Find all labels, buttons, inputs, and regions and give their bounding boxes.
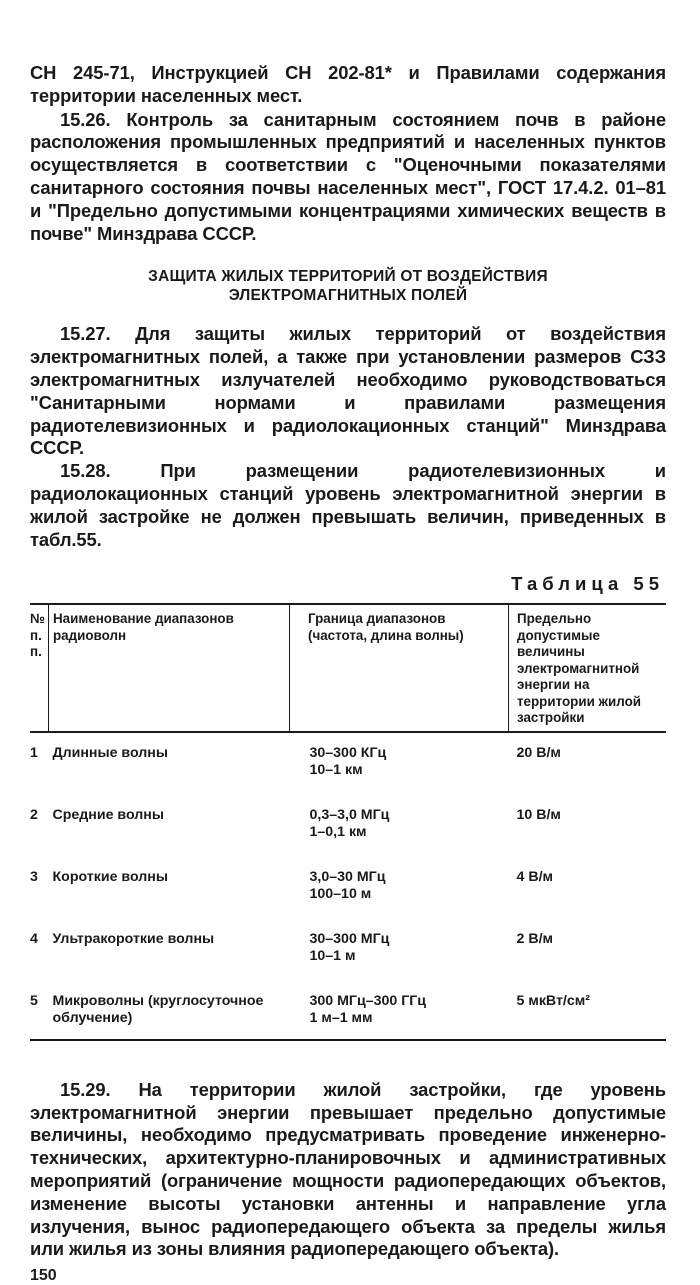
table-row (30, 918, 666, 980)
table-row (30, 732, 666, 794)
clause-text: При размещении радиотелевизионных и радиолокационных станций уровень электромагнитной энергии в жилой застройке не должен превышать величин, приведенных в табл.55. (30, 460, 666, 550)
row-limit: 5 мкВт/см² (509, 980, 667, 1040)
table-caption: Таблица 55 (511, 573, 664, 595)
row-range (290, 918, 509, 980)
header-limit: Предельно допустимые величины электромагнитной энергии на территории жилой застройки (509, 604, 667, 732)
row-limit: 10 В/м (516, 806, 561, 823)
row-limit: 20 В/м (516, 744, 561, 761)
table-row (30, 856, 666, 918)
row-name: Короткие волны (52, 868, 168, 885)
clause-number: 15.27. (60, 323, 111, 345)
row-wavelength: 10–1 км (309, 761, 363, 778)
header-range: Граница диапазонов (частота, длина волны) (290, 604, 509, 732)
row-frequency: 30–300 КГц (309, 744, 387, 761)
clause-text: Контроль за санитарным состоянием почв в районе расположения промышленных предприятий и населенных пунктов осуществляется в соответствии с "Оценочными показателями санитарного состояния почвы населенных мест", ГОСТ 17.4.2. 01–81 и "Предельно допустимыми концентрациями химических веществ в почве" Минздрава СССР. (30, 108, 666, 244)
clause-number: 15.26. (60, 108, 111, 130)
row-range (290, 980, 509, 1040)
row-range (290, 856, 509, 918)
row-range (290, 794, 509, 856)
document-page (30, 62, 666, 1285)
paragraph-15-28 (30, 460, 666, 551)
paragraph-continuation: СН 245-71, Инструкцией СН 202-81* и Правилами содержания территории населенных мест. (30, 62, 666, 106)
row-num: 5 (30, 980, 49, 1040)
heading-line-2: ЭЛЕКТРОМАГНИТНЫХ ПОЛЕЙ (228, 287, 468, 305)
limits-table (30, 603, 666, 1041)
row-wavelength: 10–1 м (309, 947, 356, 964)
row-limit: 4 В/м (516, 868, 554, 885)
row-wavelength: 1–0,1 км (309, 823, 367, 840)
header-num: № п. п. (30, 604, 49, 732)
clause-number: 15.29. (60, 1078, 111, 1100)
row-name: Средние волны (52, 806, 164, 823)
clause-text: На территории жилой застройки, где уровень электромагнитной энергии превышает предельно допустимые величины, необходимо предусматривать проведение инженерно-технических, архитектурно-планировочных и административных мероприятий (ограничение мощности радиопередающих объектов, изменение высоты установки антенны и направление угла излучения, вынос радиопередающего объекта за пределы жилья или жилья из зоны влияния радиопередающего объекта). (30, 1078, 666, 1260)
clause-number: 15.28. (60, 460, 111, 482)
row-num: 3 (30, 868, 38, 885)
row-frequency: 0,3–3,0 МГц (309, 806, 390, 823)
row-frequency: 30–300 МГц (309, 930, 390, 947)
section-heading (30, 267, 666, 305)
header-name: Наименование диапазонов радиоволн (49, 604, 290, 732)
row-wavelength: 1 м–1 мм (309, 1009, 373, 1026)
clause-text: Для защиты жилых территорий от воздействия электромагнитных полей, а также при установлении размеров СЗЗ электромагнитных излучателей необходимо руководствоваться "Санитарными нормами и правилами размещения радиотелевизионных и радиолокационных станций" Минздрава СССР. (30, 323, 666, 459)
row-num: 2 (30, 806, 38, 823)
row-wavelength: 100–10 м (309, 885, 372, 902)
row-range (290, 732, 509, 794)
paragraph-15-29 (30, 1079, 666, 1261)
row-frequency: 300 МГц–300 ГГц (309, 992, 427, 1009)
page-number: 150 (30, 1267, 57, 1285)
paragraph-15-27 (30, 323, 666, 460)
row-num: 1 (30, 744, 38, 761)
row-frequency: 3,0–30 МГц (309, 868, 386, 885)
row-name: Ультракороткие волны (52, 930, 215, 947)
paragraph-15-26 (30, 109, 666, 246)
row-name: Длинные волны (52, 744, 168, 761)
table-row (30, 794, 666, 856)
row-num: 4 (30, 930, 38, 947)
row-name: Микроволны (круглосуточное облучение) (49, 980, 290, 1040)
table-row (30, 980, 666, 1040)
row-limit: 2 В/м (516, 930, 554, 947)
table-header-row (30, 604, 666, 732)
heading-line-1: ЗАЩИТА ЖИЛЫХ ТЕРРИТОРИЙ ОТ ВОЗДЕЙСТВИЯ (148, 268, 548, 286)
